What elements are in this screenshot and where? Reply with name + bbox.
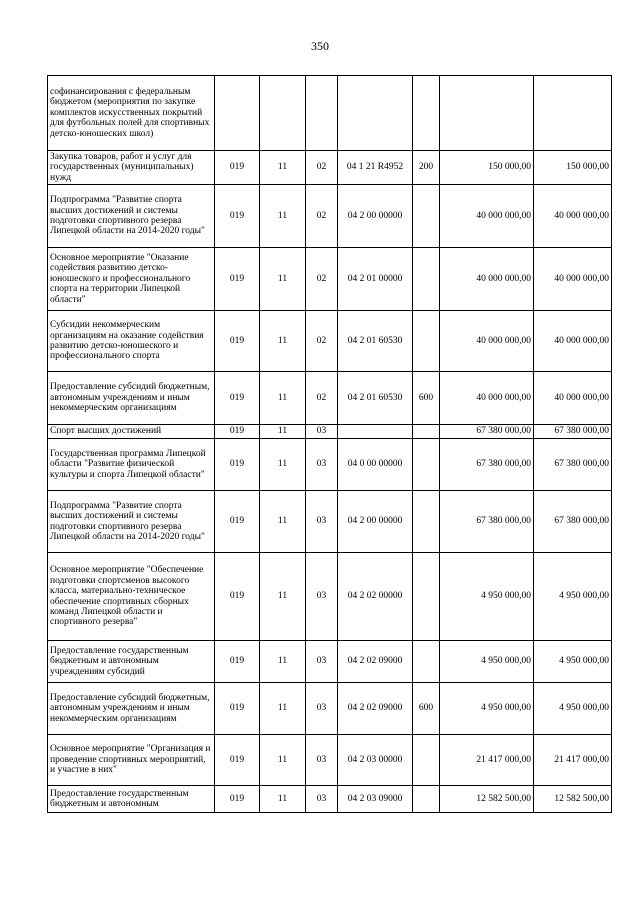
budget-table bbox=[47, 75, 612, 813]
row-amount-2: 40 000 000,00 bbox=[534, 185, 612, 248]
row-section-code bbox=[260, 76, 306, 151]
row-amount-2: 4 950 000,00 bbox=[534, 683, 612, 735]
row-name: Предоставление государственным бюджетным и автономным учреждениям субсидий bbox=[48, 641, 215, 683]
row-expense-type: 200 bbox=[413, 151, 440, 185]
row-name: софинансирования с федеральным бюджетом (мероприятия по закупке комплектов искусственных покрытий для футбольных полей для спортивных детско-юношеских школ) bbox=[48, 76, 215, 151]
row-amount-2: 4 950 000,00 bbox=[534, 641, 612, 683]
row-amount-2: 67 380 000,00 bbox=[534, 491, 612, 553]
row-subsection-code: 02 bbox=[306, 185, 338, 248]
row-name: Основное мероприятие "Организация и проведение спортивных мероприятий, и участие в них" bbox=[48, 735, 215, 786]
row-ministry-code: 019 bbox=[215, 185, 260, 248]
row-target-code bbox=[338, 76, 413, 151]
row-amount-2: 150 000,00 bbox=[534, 151, 612, 185]
row-section-code: 11 bbox=[260, 786, 306, 813]
row-target-code: 04 2 02 09000 bbox=[338, 683, 413, 735]
table-row bbox=[48, 786, 612, 813]
table-row bbox=[48, 185, 612, 248]
row-amount-1: 21 417 000,00 bbox=[440, 735, 534, 786]
row-amount-2: 67 380 000,00 bbox=[534, 439, 612, 491]
row-name: Закупка товаров, работ и услуг для государственных (муниципальных) нужд bbox=[48, 151, 215, 185]
row-subsection-code: 02 bbox=[306, 151, 338, 185]
row-amount-1: 40 000 000,00 bbox=[440, 311, 534, 372]
row-target-code: 04 2 00 00000 bbox=[338, 491, 413, 553]
row-section-code: 11 bbox=[260, 553, 306, 641]
row-subsection-code: 03 bbox=[306, 491, 338, 553]
row-ministry-code: 019 bbox=[215, 641, 260, 683]
row-amount-2 bbox=[534, 76, 612, 151]
row-name: Подпрограмма "Развитие спорта высших достижений и системы подготовки спортивного резерва Липецкой области на 2014-2020 годы" bbox=[48, 491, 215, 553]
table-row bbox=[48, 683, 612, 735]
row-target-code: 04 1 21 R4952 bbox=[338, 151, 413, 185]
row-target-code: 04 2 03 00000 bbox=[338, 735, 413, 786]
row-section-code: 11 bbox=[260, 248, 306, 311]
table-row bbox=[48, 439, 612, 491]
page-number: 350 bbox=[311, 39, 329, 53]
table-row bbox=[48, 553, 612, 641]
row-ministry-code: 019 bbox=[215, 491, 260, 553]
row-section-code: 11 bbox=[260, 372, 306, 425]
row-amount-1: 4 950 000,00 bbox=[440, 641, 534, 683]
row-amount-1: 67 380 000,00 bbox=[440, 439, 534, 491]
row-amount-1: 67 380 000,00 bbox=[440, 491, 534, 553]
row-expense-type bbox=[413, 185, 440, 248]
row-ministry-code bbox=[215, 76, 260, 151]
row-ministry-code: 019 bbox=[215, 248, 260, 311]
row-expense-type bbox=[413, 641, 440, 683]
row-expense-type bbox=[413, 735, 440, 786]
row-expense-type bbox=[413, 786, 440, 813]
row-target-code: 04 2 01 60530 bbox=[338, 311, 413, 372]
row-ministry-code: 019 bbox=[215, 683, 260, 735]
row-section-code: 11 bbox=[260, 311, 306, 372]
row-section-code: 11 bbox=[260, 425, 306, 439]
row-ministry-code: 019 bbox=[215, 553, 260, 641]
table-row bbox=[48, 425, 612, 439]
row-subsection-code bbox=[306, 76, 338, 151]
row-subsection-code: 02 bbox=[306, 248, 338, 311]
row-expense-type bbox=[413, 425, 440, 439]
row-amount-1: 150 000,00 bbox=[440, 151, 534, 185]
row-amount-1 bbox=[440, 76, 534, 151]
row-target-code bbox=[338, 425, 413, 439]
table-row bbox=[48, 641, 612, 683]
row-subsection-code: 03 bbox=[306, 439, 338, 491]
row-amount-1: 12 582 500,00 bbox=[440, 786, 534, 813]
row-name: Спорт высших достижений bbox=[48, 425, 215, 439]
row-amount-2: 21 417 000,00 bbox=[534, 735, 612, 786]
row-subsection-code: 03 bbox=[306, 425, 338, 439]
table-row bbox=[48, 248, 612, 311]
row-name: Субсидии некоммерческим организациям на оказание содействия развитию детско-юношеского и профессионального спорта bbox=[48, 311, 215, 372]
row-subsection-code: 03 bbox=[306, 735, 338, 786]
row-name: Предоставление субсидий бюджетным, автономным учреждениям и иным некоммерческим организациям bbox=[48, 683, 215, 735]
row-target-code: 04 2 03 09000 bbox=[338, 786, 413, 813]
row-subsection-code: 02 bbox=[306, 372, 338, 425]
row-section-code: 11 bbox=[260, 185, 306, 248]
row-subsection-code: 03 bbox=[306, 786, 338, 813]
row-amount-2: 40 000 000,00 bbox=[534, 248, 612, 311]
row-amount-1: 40 000 000,00 bbox=[440, 248, 534, 311]
row-amount-2: 40 000 000,00 bbox=[534, 372, 612, 425]
row-amount-2: 4 950 000,00 bbox=[534, 553, 612, 641]
row-expense-type bbox=[413, 553, 440, 641]
row-ministry-code: 019 bbox=[215, 786, 260, 813]
row-section-code: 11 bbox=[260, 151, 306, 185]
row-expense-type: 600 bbox=[413, 683, 440, 735]
table-row bbox=[48, 76, 612, 151]
row-subsection-code: 03 bbox=[306, 641, 338, 683]
row-amount-1: 4 950 000,00 bbox=[440, 683, 534, 735]
row-target-code: 04 2 00 00000 bbox=[338, 185, 413, 248]
row-expense-type bbox=[413, 76, 440, 151]
row-ministry-code: 019 bbox=[215, 311, 260, 372]
row-section-code: 11 bbox=[260, 735, 306, 786]
row-expense-type: 600 bbox=[413, 372, 440, 425]
table-row bbox=[48, 151, 612, 185]
row-target-code: 04 2 02 00000 bbox=[338, 553, 413, 641]
row-amount-2: 12 582 500,00 bbox=[534, 786, 612, 813]
row-ministry-code: 019 bbox=[215, 439, 260, 491]
row-expense-type bbox=[413, 439, 440, 491]
row-target-code: 04 0 00 00000 bbox=[338, 439, 413, 491]
row-subsection-code: 03 bbox=[306, 683, 338, 735]
row-name: Предоставление субсидий бюджетным, автономным учреждениям и иным некоммерческим организациям bbox=[48, 372, 215, 425]
row-expense-type bbox=[413, 491, 440, 553]
row-amount-2: 40 000 000,00 bbox=[534, 311, 612, 372]
table-row bbox=[48, 311, 612, 372]
table-row bbox=[48, 372, 612, 425]
row-subsection-code: 03 bbox=[306, 553, 338, 641]
row-target-code: 04 2 01 60530 bbox=[338, 372, 413, 425]
row-section-code: 11 bbox=[260, 439, 306, 491]
row-name: Предоставление государственным бюджетным и автономным bbox=[48, 786, 215, 813]
row-name: Государственная программа Липецкой области "Развитие физической культуры и спорта Липецкой области" bbox=[48, 439, 215, 491]
row-name: Основное мероприятие "Обеспечение подготовки спортсменов высокого класса, материально-техническое обеспечение спортивных сборных команд Липецкой области и спортивного резерва" bbox=[48, 553, 215, 641]
row-ministry-code: 019 bbox=[215, 151, 260, 185]
table-row bbox=[48, 491, 612, 553]
row-amount-1: 67 380 000,00 bbox=[440, 425, 534, 439]
row-name: Основное мероприятие "Оказание содействия развитию детско-юношеского и профессионального спорта на территории Липецкой области" bbox=[48, 248, 215, 311]
row-ministry-code: 019 bbox=[215, 425, 260, 439]
row-amount-1: 40 000 000,00 bbox=[440, 372, 534, 425]
row-amount-1: 4 950 000,00 bbox=[440, 553, 534, 641]
row-subsection-code: 02 bbox=[306, 311, 338, 372]
row-ministry-code: 019 bbox=[215, 735, 260, 786]
row-section-code: 11 bbox=[260, 491, 306, 553]
row-amount-2: 67 380 000,00 bbox=[534, 425, 612, 439]
row-ministry-code: 019 bbox=[215, 372, 260, 425]
row-target-code: 04 2 02 09000 bbox=[338, 641, 413, 683]
row-target-code: 04 2 01 00000 bbox=[338, 248, 413, 311]
row-section-code: 11 bbox=[260, 683, 306, 735]
row-amount-1: 40 000 000,00 bbox=[440, 185, 534, 248]
row-expense-type bbox=[413, 248, 440, 311]
row-name: Подпрограмма "Развитие спорта высших достижений и системы подготовки спортивного резерва Липецкой области на 2014-2020 годы" bbox=[48, 185, 215, 248]
row-expense-type bbox=[413, 311, 440, 372]
table-row bbox=[48, 735, 612, 786]
row-section-code: 11 bbox=[260, 641, 306, 683]
